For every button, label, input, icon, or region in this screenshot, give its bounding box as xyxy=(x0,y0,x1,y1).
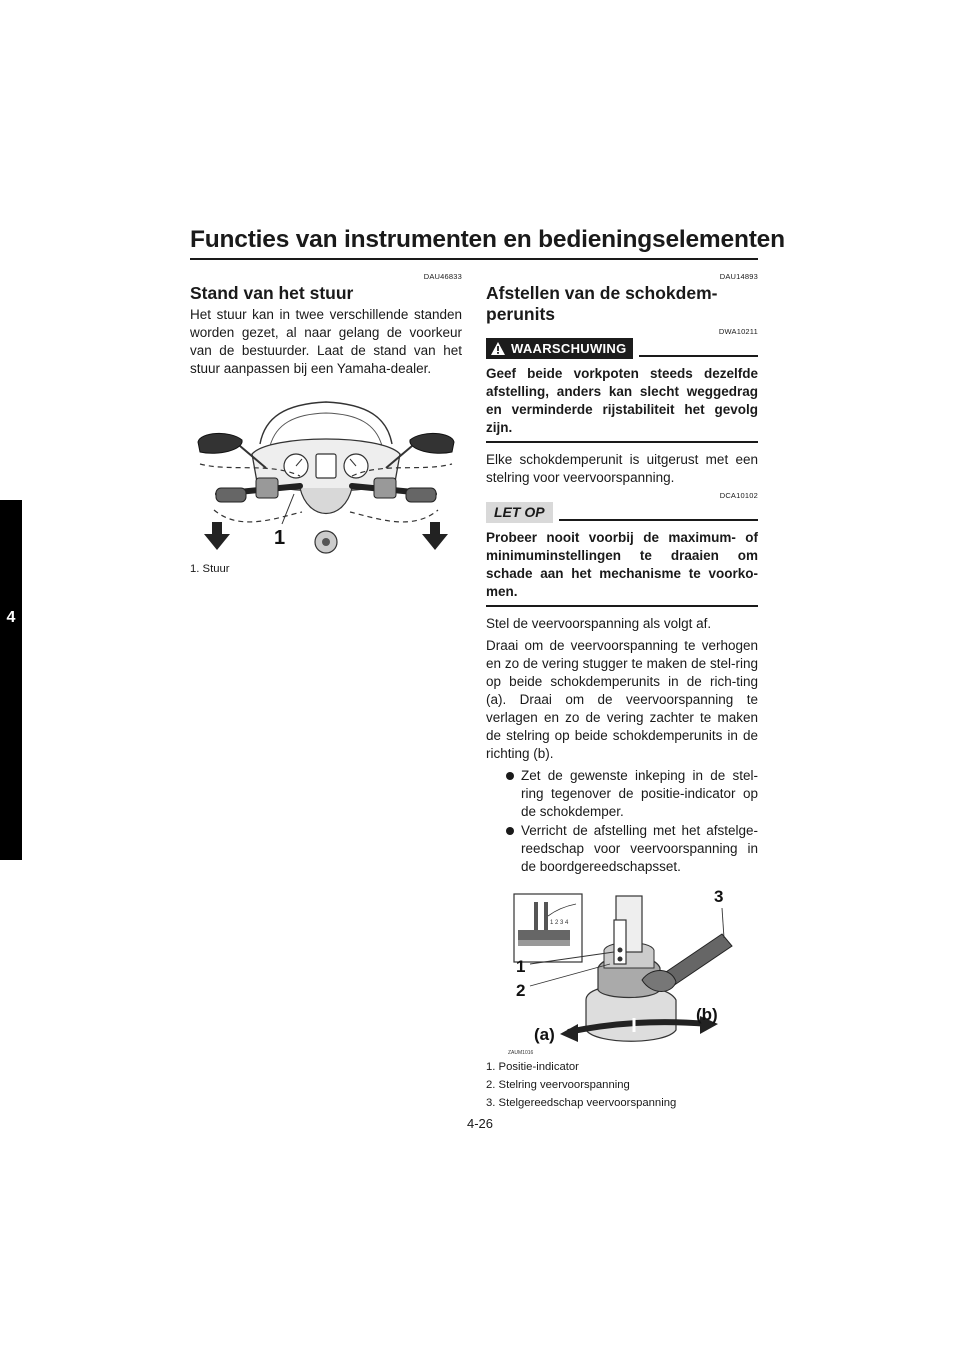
para-stelring: Elke schokdemperunit is uitgerust met een stelring voor veervoorspanning. xyxy=(486,452,758,485)
handlebar-illustration xyxy=(190,382,462,560)
notice-rule xyxy=(559,519,758,521)
figure-caption: 2. Stelring veervoorspanning xyxy=(486,1079,630,1091)
right-column xyxy=(486,272,758,1112)
figure-caption: 3. Stelgereedschap veervoorspanning xyxy=(486,1097,677,1109)
notice-text: Probeer nooit voorbij de maximum- of minimuminstellingen te draaien om schade aan het mechanisme te voorko-men. xyxy=(486,530,758,599)
shock-absorber-illustration xyxy=(486,880,758,1058)
chapter-tab-number: 4 xyxy=(6,609,16,626)
figure-code: ZAUM1016 xyxy=(508,1050,534,1056)
warning-triangle-icon xyxy=(490,341,506,356)
bullet-icon xyxy=(506,772,514,780)
section-body: Het stuur kan in twee verschillende standen worden gezet, al naar gelang de voorkeur van de bestuurder. Laat de stand van het stuur aanpassen bij een Yamaha-dealer. xyxy=(190,307,462,376)
section-code: DAU46833 xyxy=(423,272,462,281)
warning-rule xyxy=(639,355,758,357)
notice-code: DCA10102 xyxy=(719,491,758,500)
figure-caption: 1. Positie-indicator xyxy=(486,1061,579,1073)
warning-header xyxy=(486,338,758,359)
para-instructie: Stel de veervoorspanning als volgt af. xyxy=(486,616,712,631)
label-two: 2 xyxy=(516,981,526,1000)
label-three: 3 xyxy=(714,887,724,906)
label-a: (a) xyxy=(534,1025,555,1044)
list-item: Verricht de afstelling met het afstelge-reedschap voor veervoorspanning in de boordgereedschapsset. xyxy=(506,822,758,876)
bullet-icon xyxy=(506,827,514,835)
notice-end-rule xyxy=(486,605,758,607)
warning-badge xyxy=(486,338,633,359)
section-heading: Afstellen van de schokdem-perunits xyxy=(486,283,718,324)
warning-end-rule xyxy=(486,441,758,443)
handlebar-label: 1 xyxy=(274,527,286,549)
warning-text: Geef beide vorkpoten steeds dezelfde afstelling, anders kan slecht weggedrag en verminderde rijstabiliteit het gevolg zijn. xyxy=(486,366,758,435)
para-richting: Draai om de veervoorspanning te verhogen en zo de vering stugger te maken de stel-ring op beide schokdemperunits in de rich-ting (a). Draai om de veervoorspanning te verlagen en zo de vering zachter te maken de stelring op beide schokdemperunits in de richting (b). xyxy=(486,638,758,761)
section-heading: Stand van het stuur xyxy=(190,283,354,303)
page-number: 4-26 xyxy=(466,1116,494,1131)
header-rule xyxy=(190,258,758,260)
label-one: 1 xyxy=(516,957,526,976)
notice-badge: LET OP xyxy=(486,502,553,523)
notice-header xyxy=(486,502,758,523)
inset-scale: 1 2 3 4 xyxy=(550,920,569,926)
left-column xyxy=(190,272,462,578)
warning-label: WAARSCHUWING xyxy=(511,341,627,356)
figure-caption: 1. Stuur xyxy=(190,563,230,575)
warning-code: DWA10211 xyxy=(718,327,758,336)
bullet-list xyxy=(486,767,758,876)
section-code: DAU14893 xyxy=(719,272,758,281)
list-item: Zet de gewenste inkeping in de stel-ring tegenover de positie-indicator op de schokdemper. xyxy=(506,767,758,821)
label-b: (b) xyxy=(696,1005,718,1024)
chapter-tab xyxy=(0,500,22,860)
page-header-title: Functies van instrumenten en bedieningselementen xyxy=(190,226,785,253)
